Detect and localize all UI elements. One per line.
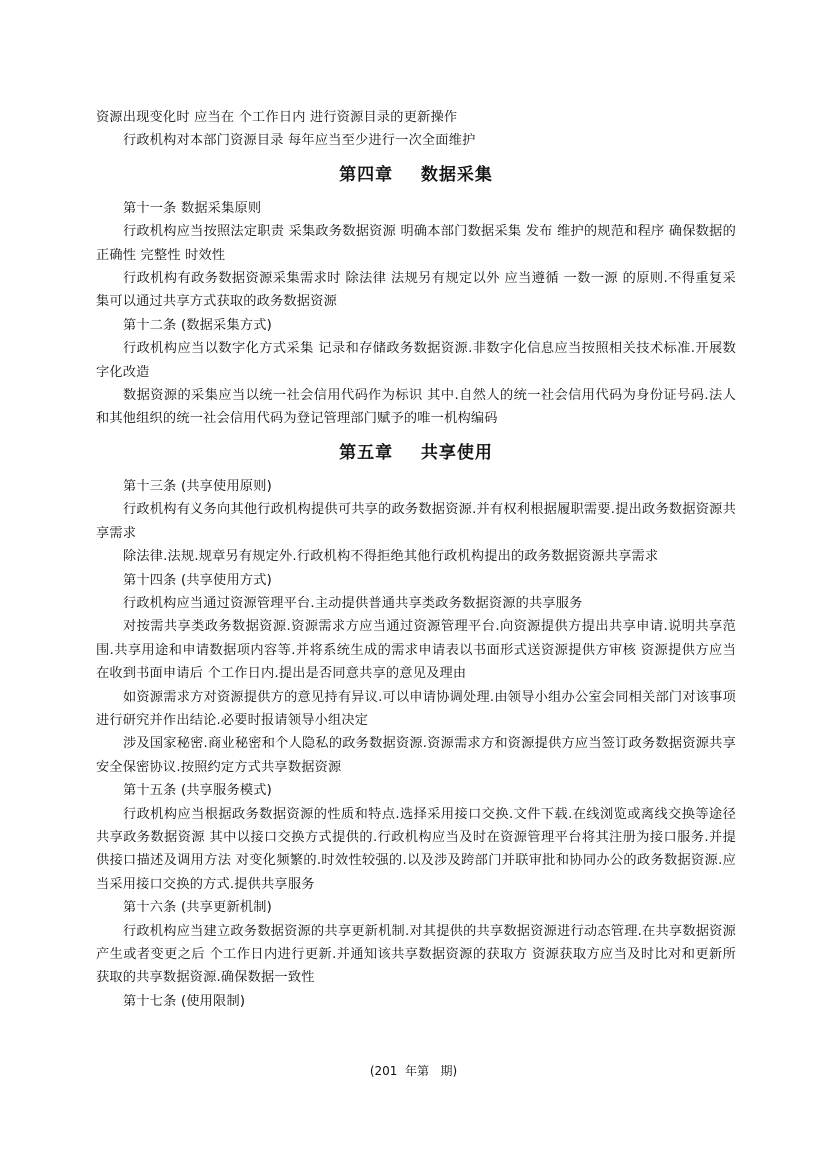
article-heading: 第十四条 (共享使用方式) — [123, 572, 272, 588]
article-heading: 第十五条 (共享服务模式) — [123, 783, 272, 799]
chapter-title: 第四章 数据采集 — [339, 164, 493, 185]
article-heading: 第十三条 (共享使用原则) — [123, 478, 272, 494]
paragraph: 行政机构应当建立政务数据资源的共享更新机制.对其提供的共享数据资源进行动态管理.在共享数据资源产生或者变更之后 个工作日内进行更新.并通知该共享数据资源的获取方 资源获取方应当及时比对和更新所获取的共享数据资源.确保数据一致性 — [96, 923, 736, 986]
paragraph: 行政机构有义务向其他行政机构提供可共享的政务数据资源.并有权利根据履职需要.提出政务数据资源共享需求 — [96, 502, 736, 541]
paragraph: 如资源需求方对资源提供方的意见持有异议.可以申请协调处理.由领导小组办公室会同相关部门对该事项进行研究并作出结论.必要时报请领导小组决定 — [96, 689, 736, 728]
article-heading: 第十二条 (数据采集方式) — [123, 317, 272, 333]
article-heading: 第十六条 (共享更新机制) — [123, 900, 272, 916]
chapter-title: 第五章 共享使用 — [339, 442, 493, 463]
paragraph: 资源出现变化时 应当在 个工作日内 进行资源目录的更新操作 — [96, 110, 458, 125]
paragraph: 对按需共享类政务数据资源.资源需求方应当通过资源管理平台.向资源提供方提出共享申请.说明共享范围.共享用途和申请数据项内容等.并将系统生成的需求申请表以书面形式送资源提供方审核 资源提供方应当在收到书面申请后 个工作日内.提出是否同意共享的意见及理由 — [96, 619, 736, 682]
paragraph: 行政机构应当根据政务数据资源的性质和特点.选择采用接口交换.文件下载.在线浏览或离线交换等途径共享政务数据资源 其中以接口交换方式提供的.行政机构应当及时在资源管理平台将其注册为接口服务.并提供接口描述及调用方法 对变化频繁的.时效性较强的.以及涉及跨部门并联审批和协同办公的政务数据资源.应当采用接口交换的方式.提供共享服务 — [96, 806, 736, 892]
page-footer: (201 年第 期) — [369, 1064, 458, 1078]
paragraph: 涉及国家秘密.商业秘密和个人隐私的政务数据资源.资源需求方和资源提供方应当签订政务数据资源共享安全保密协议.按照约定方式共享数据资源 — [96, 736, 736, 775]
paragraph: 行政机构应当通过资源管理平台.主动提供普通共享类政务数据资源的共享服务 — [123, 595, 583, 611]
article-heading: 第十七条 (使用限制) — [123, 993, 246, 1009]
document-body — [96, 106, 736, 1013]
paragraph: 行政机构应当以数字化方式采集 记录和存储政务数据资源.非数字化信息应当按照相关技术标准.开展数字化改造 — [96, 341, 736, 380]
paragraph: 数据资源的采集应当以统一社会信用代码作为标识 其中.自然人的统一社会信用代码为身份证号码.法人和其他组织的统一社会信用代码为登记管理部门赋予的唯一机构编码 — [96, 388, 736, 427]
article-heading: 第十一条 数据采集原则 — [123, 200, 262, 216]
paragraph: 行政机构对本部门资源目录 每年应当至少进行一次全面维护 — [123, 133, 476, 149]
paragraph: 除法律.法规.规章另有规定外.行政机构不得拒绝其他行政机构提出的政务数据资源共享需求 — [123, 549, 659, 565]
paragraph: 行政机构应当按照法定职责 采集政务数据资源 明确本部门数据采集 发布 维护的规范和程序 确保数据的正确性 完整性 时效性 — [96, 224, 736, 263]
paragraph: 行政机构有政务数据资源采集需求时 除法律 法规另有规定以外 应当遵循 一数一源 的原则.不得重复采集可以通过共享方式获取的政务数据资源 — [96, 271, 736, 310]
